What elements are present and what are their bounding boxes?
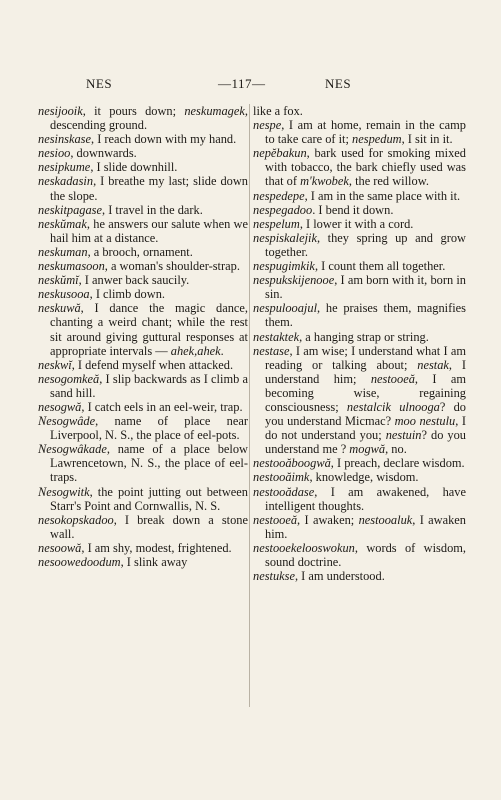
headword: nespedum (352, 132, 402, 147)
definition-text: , a hanging strap or string. (299, 329, 429, 344)
definition-text: , I sit in it. (401, 132, 453, 147)
header-right-guideword: NES (325, 76, 352, 91)
headword: neskadasin (38, 174, 94, 189)
definition-text: , I understand him; (265, 357, 466, 386)
headword: nestaktek (253, 329, 300, 344)
definition-text: , I lower it with a cord. (299, 216, 414, 231)
dictionary-entry (253, 217, 466, 231)
dictionary-entry (38, 442, 248, 484)
definition-text: , I am shy, modest, frightened. (81, 540, 232, 555)
dictionary-entry (253, 456, 466, 470)
dictionary-entry (253, 118, 466, 146)
definition-text: , no. (385, 442, 407, 457)
definition-text: , knowledge, wisdom. (309, 470, 419, 485)
dictionary-entry (38, 400, 248, 414)
dictionary-entry (38, 372, 248, 400)
dictionary-entry (253, 485, 466, 513)
headword: moo nestulu (394, 414, 456, 429)
headword: nestooaluk (358, 512, 413, 527)
definition-text: , I am becoming wise, regaining consciousness; (265, 371, 467, 414)
headword: Nesogwitk (38, 484, 90, 499)
definition-text: like a fox. (253, 104, 303, 118)
headword: nespugimkik (253, 259, 315, 274)
definition-text: , I travel in the dark. (102, 202, 203, 217)
dictionary-entry (38, 217, 248, 245)
headword: nestukse (253, 569, 295, 584)
definition-text: . (220, 343, 224, 358)
dictionary-entry (38, 203, 248, 217)
headword: nespulooajul (253, 301, 318, 316)
headword: ahek,ahek (170, 343, 221, 358)
definition-text: , bark used for smoking mixed with tobacco, the bark chiefly used was that of (265, 146, 466, 189)
headword: nestooekelooswokun (253, 540, 355, 555)
definition-text: , he praises them, magnifies them. (265, 301, 466, 330)
definition-text: , it pours down; (82, 104, 185, 118)
definition-text: , I catch eels in an eel-weir, trap. (81, 399, 243, 414)
definition-text: , name of place near Liverpool, N. S., the place of eel-pots. (50, 414, 248, 443)
dictionary-entry (38, 287, 248, 301)
headword: neskuman (38, 244, 88, 259)
headword: nespe (253, 118, 282, 133)
headword: nesogomkeă (38, 371, 100, 386)
dictionary-entry (38, 273, 248, 287)
definition-text: , I awaken; (297, 512, 359, 527)
definition-text: , a brooch, ornament. (87, 244, 193, 259)
definition-text: , I slide downhill. (90, 160, 178, 175)
definition-text: , I slip backwards as I climb a sand hill. (50, 371, 248, 400)
definition-text: ? do you understand Micmac? (265, 399, 466, 429)
headword: m'kwobek (300, 174, 349, 189)
definition-text: , I slink away (120, 555, 188, 569)
definition-text: , descending ground. (50, 104, 248, 133)
headword: nepĕbakun (253, 146, 307, 161)
definition-text: , I awaken him. (265, 512, 467, 541)
definition-text: , I preach, declare wisdom. (330, 456, 465, 471)
headword: neskŭmĭ (38, 273, 79, 288)
headword: nespiskalejik (253, 230, 317, 245)
definition-text: , the red willow. (348, 174, 429, 189)
headword: nesogwă (38, 399, 82, 414)
headword: nesinskase (38, 132, 91, 147)
definition-text: , I am wise; I understand what I am reading or talking about; (265, 343, 466, 372)
headword: nesoowedoodum (38, 555, 121, 569)
headword: nestooăboogwă (253, 456, 331, 471)
headword: neskumagek (184, 104, 245, 118)
dictionary-entry (38, 132, 248, 146)
dictionary-entry (38, 259, 248, 273)
dictionary-entry (38, 160, 248, 174)
column-divider (249, 104, 250, 707)
headword: neskŭmak (38, 216, 87, 231)
definition-text: , I am born with it, born in sin. (265, 273, 466, 302)
left-column (38, 104, 248, 569)
definition-text: , he answers our salute when we hail him at a distance. (50, 216, 248, 245)
dictionary-entry (38, 414, 248, 442)
dictionary-entry (253, 301, 466, 329)
definition-text: , I do not understand you; (265, 414, 467, 443)
definition-text: , I anwer back saucily. (78, 273, 190, 288)
header-left-guideword: NES (86, 76, 113, 91)
headword: nespedepe (253, 188, 305, 203)
page-number: —117— (218, 76, 266, 91)
dictionary-entry (38, 146, 248, 160)
definition-text: , downwards. (70, 146, 137, 161)
headword: neskitpagase (38, 202, 103, 217)
headword: nesipkume (38, 160, 91, 175)
dictionary-entry (38, 301, 248, 357)
definition-text: , I am at home, remain in the camp to take care of it; (265, 118, 466, 147)
headword: nestase (253, 343, 290, 358)
page-header (0, 76, 501, 96)
definition-text: , I climb down. (89, 287, 165, 302)
dictionary-entry (253, 146, 466, 188)
dictionary-entry (38, 174, 248, 202)
headword: nestalcik ulnooga (346, 399, 440, 414)
dictionary-entry (38, 513, 248, 541)
headword: neskwĭ (38, 357, 72, 372)
definition-text: , words of wisdom, sound doctrine. (265, 540, 466, 569)
headword: nesoowă (38, 540, 82, 555)
dictionary-entry (38, 104, 248, 132)
definition-text: ? do you understand me ? (265, 428, 466, 457)
headword: nestak (417, 357, 449, 372)
headword: nespegadoo (253, 202, 313, 217)
definition-text: , I am awakened, have intelligent thoughts. (265, 484, 466, 513)
headword: nesioo (38, 146, 71, 161)
dictionary-entry (38, 245, 248, 259)
headword: neskuwă (38, 301, 81, 316)
definition-text: . I bend it down. (312, 202, 394, 217)
definition-text: , I reach down with my hand. (91, 132, 237, 147)
dictionary-entry (253, 569, 466, 583)
headword: mogwă (349, 442, 386, 457)
headword: neskusooa (38, 287, 90, 302)
definition-text: , I am in the same place with it. (304, 188, 461, 203)
right-column (253, 104, 466, 583)
headword: nestooădase (253, 484, 315, 499)
definition-text: , I count them all together. (314, 259, 446, 274)
headword: Nesogwâde (38, 414, 96, 429)
dictionary-entry (38, 485, 248, 513)
dictionary-entry (38, 358, 248, 372)
dictionary-entry (253, 541, 466, 569)
headword: nestooăimk (253, 470, 310, 485)
headword: nespelum (253, 216, 300, 231)
headword: nestooeă (253, 512, 298, 527)
dictionary-entry (253, 189, 466, 203)
headword: Nesogwâkade (38, 442, 107, 457)
dictionary-entry (253, 104, 466, 118)
dictionary-entry (253, 273, 466, 301)
dictionary-entry (253, 231, 466, 259)
definition-text: , they spring up and grow together. (265, 230, 466, 259)
definition-text: , I defend myself when attacked. (71, 357, 234, 372)
dictionary-entry (253, 344, 466, 457)
dictionary-entry (38, 555, 248, 569)
dictionary-entry (253, 470, 466, 484)
headword: neskumasoon (38, 259, 105, 274)
definition-text: , the point jutting out between Starr's Point and Cornwallis, N. S. (50, 484, 248, 513)
definition-text: , I breathe my last; slide down the slope. (50, 174, 248, 203)
definition-text: , I dance the magic dance, chanting a weird chant; while the rest sit around giving guttural responses at appropriate intervals — (50, 301, 248, 358)
headword: nespukskijenooe (253, 273, 335, 288)
dictionary-entry (253, 203, 466, 217)
headword: nesokopskadoo (38, 512, 114, 527)
dictionary-entry (38, 541, 248, 555)
definition-text: , name of a place below Lawrencetown, N. S., the place of eel-traps. (50, 442, 248, 485)
headword: nestooeă (370, 371, 415, 386)
dictionary-entry (253, 513, 466, 541)
headword: nestuin (385, 428, 422, 443)
dictionary-entry (253, 259, 466, 273)
dictionary-entry (253, 330, 466, 344)
definition-text: , I break down a stone wall. (50, 512, 248, 541)
definition-text: , I am understood. (294, 569, 385, 584)
definition-text: , a woman's shoulder-strap. (104, 259, 240, 274)
headword: nesijooik (38, 104, 83, 118)
